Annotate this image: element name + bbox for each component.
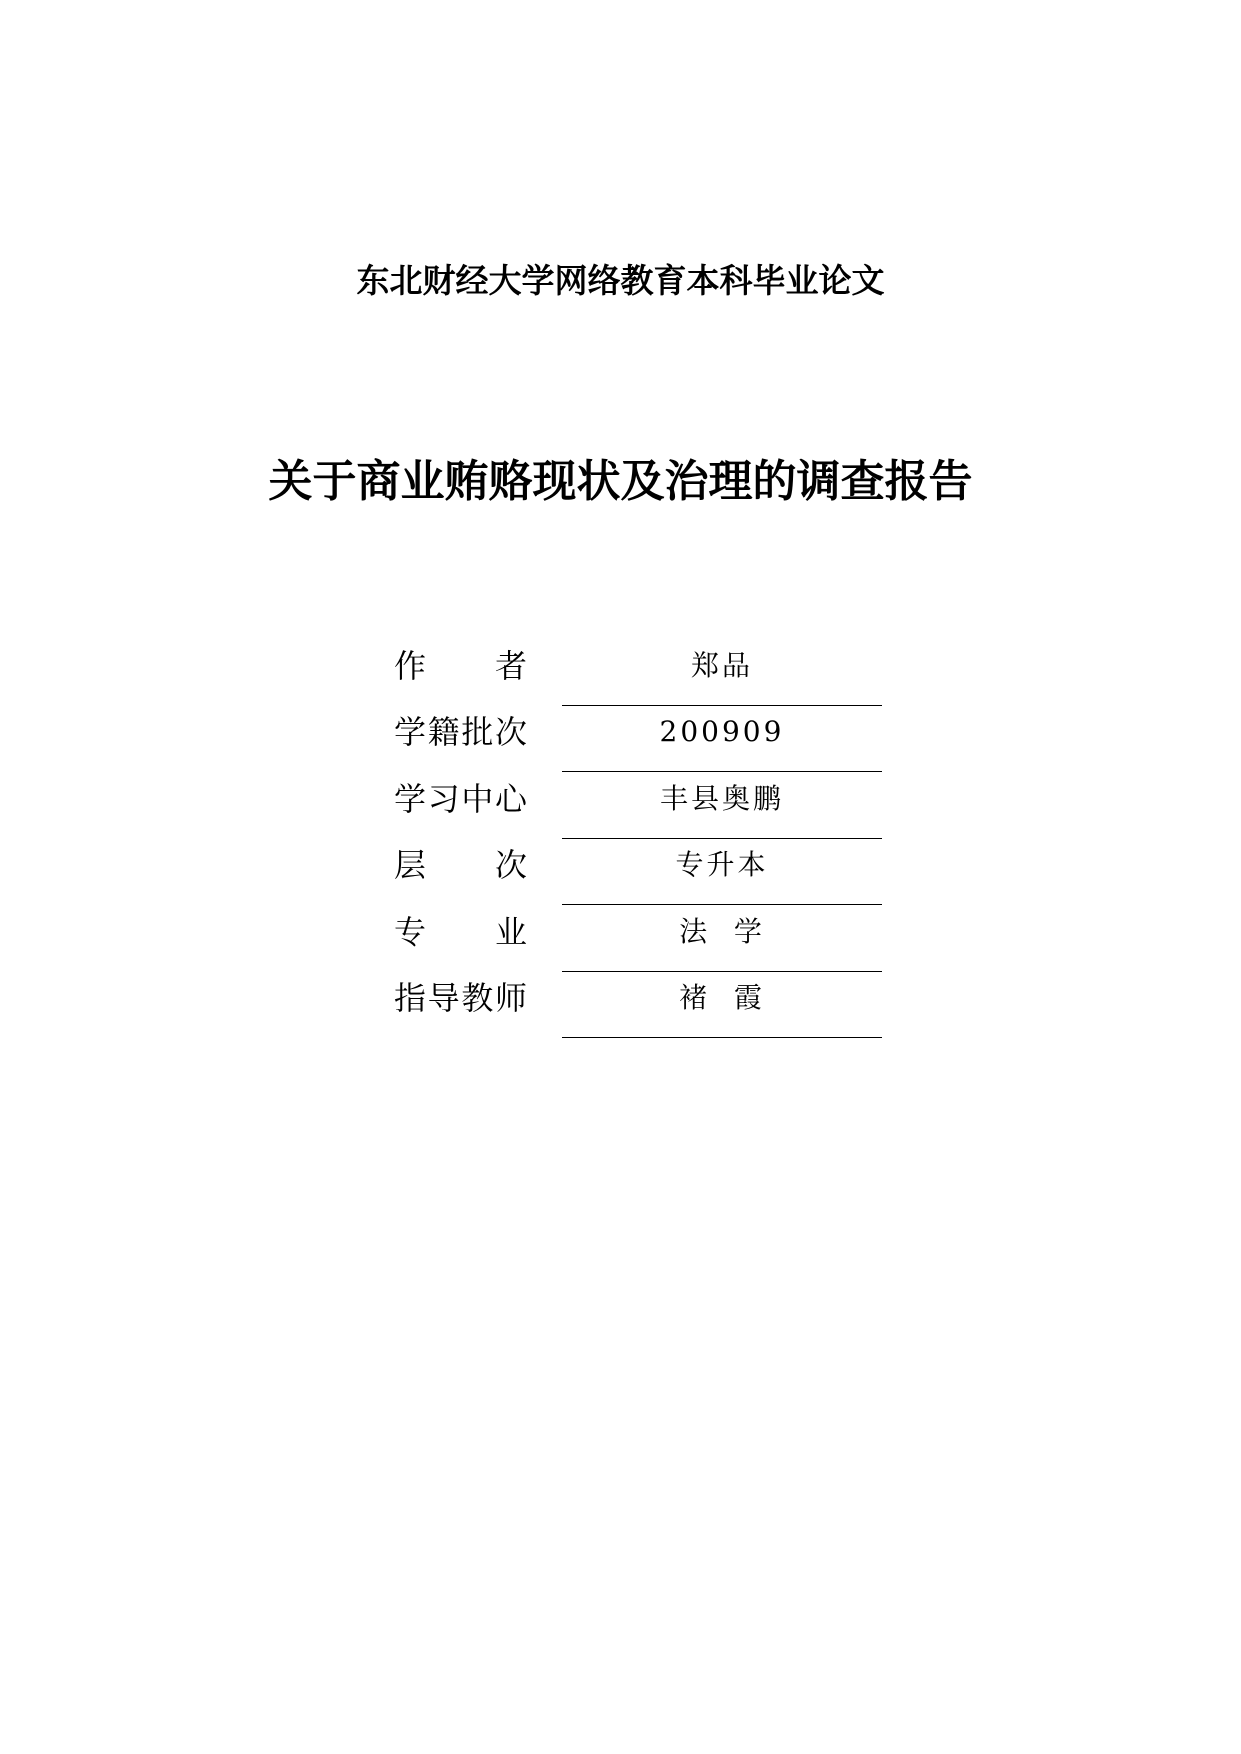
info-row-author	[394, 640, 884, 706]
info-value-batch: 200909	[659, 715, 785, 749]
info-table	[394, 640, 884, 1038]
info-label-advisor: 指 导 教 师	[394, 978, 527, 1017]
info-row-level	[394, 839, 884, 905]
thesis-title: 关于商业贿赂现状及治理的调查报告	[268, 456, 973, 507]
info-row-major	[394, 906, 884, 972]
info-row-center	[394, 773, 884, 839]
info-value-level: 专升本	[675, 848, 769, 882]
info-row-batch	[394, 706, 884, 772]
underline	[562, 1037, 882, 1038]
university-header: 东北财经大学网络教育本科毕业论文	[356, 261, 885, 300]
info-label-major: 专 业	[394, 912, 527, 951]
info-value-major: 法 学	[679, 914, 765, 948]
info-label-author: 作 者	[394, 647, 527, 685]
info-label-batch: 学 籍 批 次	[394, 713, 527, 752]
info-row-advisor	[394, 972, 884, 1038]
info-label-level: 层 次	[394, 846, 527, 885]
info-value-center: 丰县奥鹏	[659, 781, 784, 815]
info-label-center: 学 习 中 心	[394, 779, 527, 818]
info-value-advisor: 褚 霞	[679, 980, 765, 1014]
info-value-author: 郑品	[690, 649, 753, 682]
